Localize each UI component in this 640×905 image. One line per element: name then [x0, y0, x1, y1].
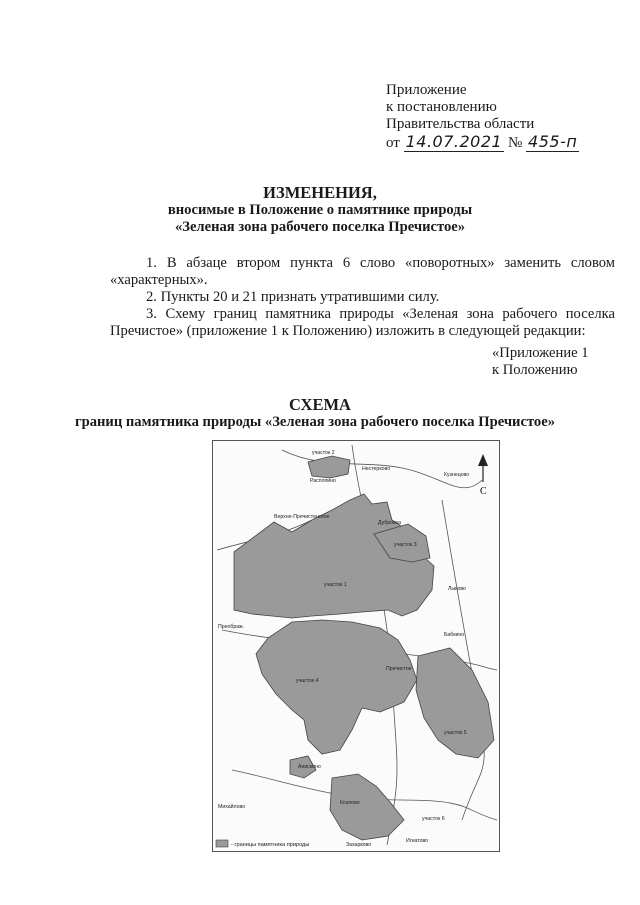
appendix-line-1: Приложение	[386, 82, 467, 98]
label-kozlovo: Козлово	[340, 800, 360, 806]
appendix-date-line	[386, 133, 579, 152]
legend-text: - границы памятника природы	[231, 842, 310, 848]
handwritten-number: 455-п	[528, 132, 578, 151]
annex-line-2: к Положению	[492, 362, 578, 378]
label-babkino: Бабкино	[444, 632, 465, 638]
annex-line-1: «Приложение 1	[492, 345, 589, 361]
appendix-block	[386, 82, 579, 152]
label-uchastok-3: участок 3	[394, 542, 417, 548]
item-1: 1. В абзаце втором пункта 6 слово «поворотных» заменить словом «характерных».	[110, 255, 615, 288]
label-raspopino: Распопино	[310, 478, 336, 484]
label-nesterkovo: Нестерково	[362, 466, 391, 472]
north-label: С	[480, 486, 487, 497]
label-lykovo: Лыково	[448, 586, 466, 592]
handwritten-date: 14.07.2021	[405, 132, 503, 151]
from-label: от	[386, 135, 400, 151]
label-uchastok-4: участок 4	[296, 678, 319, 684]
legend-swatch	[216, 840, 228, 847]
document-title: ИЗМЕНЕНИЯ,	[263, 183, 377, 202]
schema-title: СХЕМА	[289, 395, 351, 414]
appendix-line-3: Правительства области	[386, 116, 535, 132]
label-zakharkovo: Захарково	[346, 842, 372, 848]
appendix-line-2: к постановлению	[386, 99, 497, 115]
label-uchastok-5: участок 5	[444, 730, 467, 736]
schema-subtitle: границ памятника природы «Зеленая зона рабочего поселка Пречистое»	[74, 414, 555, 430]
label-dubrovka: Дубровка	[378, 520, 402, 526]
item-3: 3. Схему границ памятника природы «Зеленая зона рабочего поселка Пречистое» (приложение 1 к Положению) изложить в следующей редакции:	[110, 306, 615, 339]
label-preobrazh: Преображ.	[218, 624, 245, 630]
label-aniskovo: Анискино	[298, 764, 321, 770]
document-subtitle-2: «Зеленая зона рабочего поселка Пречистое»	[174, 219, 466, 235]
label-prechistoe: Пречистое	[386, 666, 412, 672]
document-subtitle-1: вносимые в Положение о памятнике природы	[167, 202, 473, 218]
label-uchastok-1: участок 1	[324, 582, 347, 588]
number-label: №	[507, 135, 523, 151]
label-verkh-prech: Верхне-Пречистенское	[274, 514, 330, 520]
boundary-map	[212, 440, 500, 852]
item-2: 2. Пункты 20 и 21 признать утратившими силу.	[146, 289, 440, 305]
label-uchastok-2: участок 2	[312, 450, 335, 456]
label-ignatovo: Игнатово	[406, 838, 429, 844]
label-kuzhino: Кузнецово	[444, 472, 470, 478]
label-mikhailovo: Михайлово	[218, 804, 246, 810]
label-uchastok-6: участок 6	[422, 816, 445, 822]
